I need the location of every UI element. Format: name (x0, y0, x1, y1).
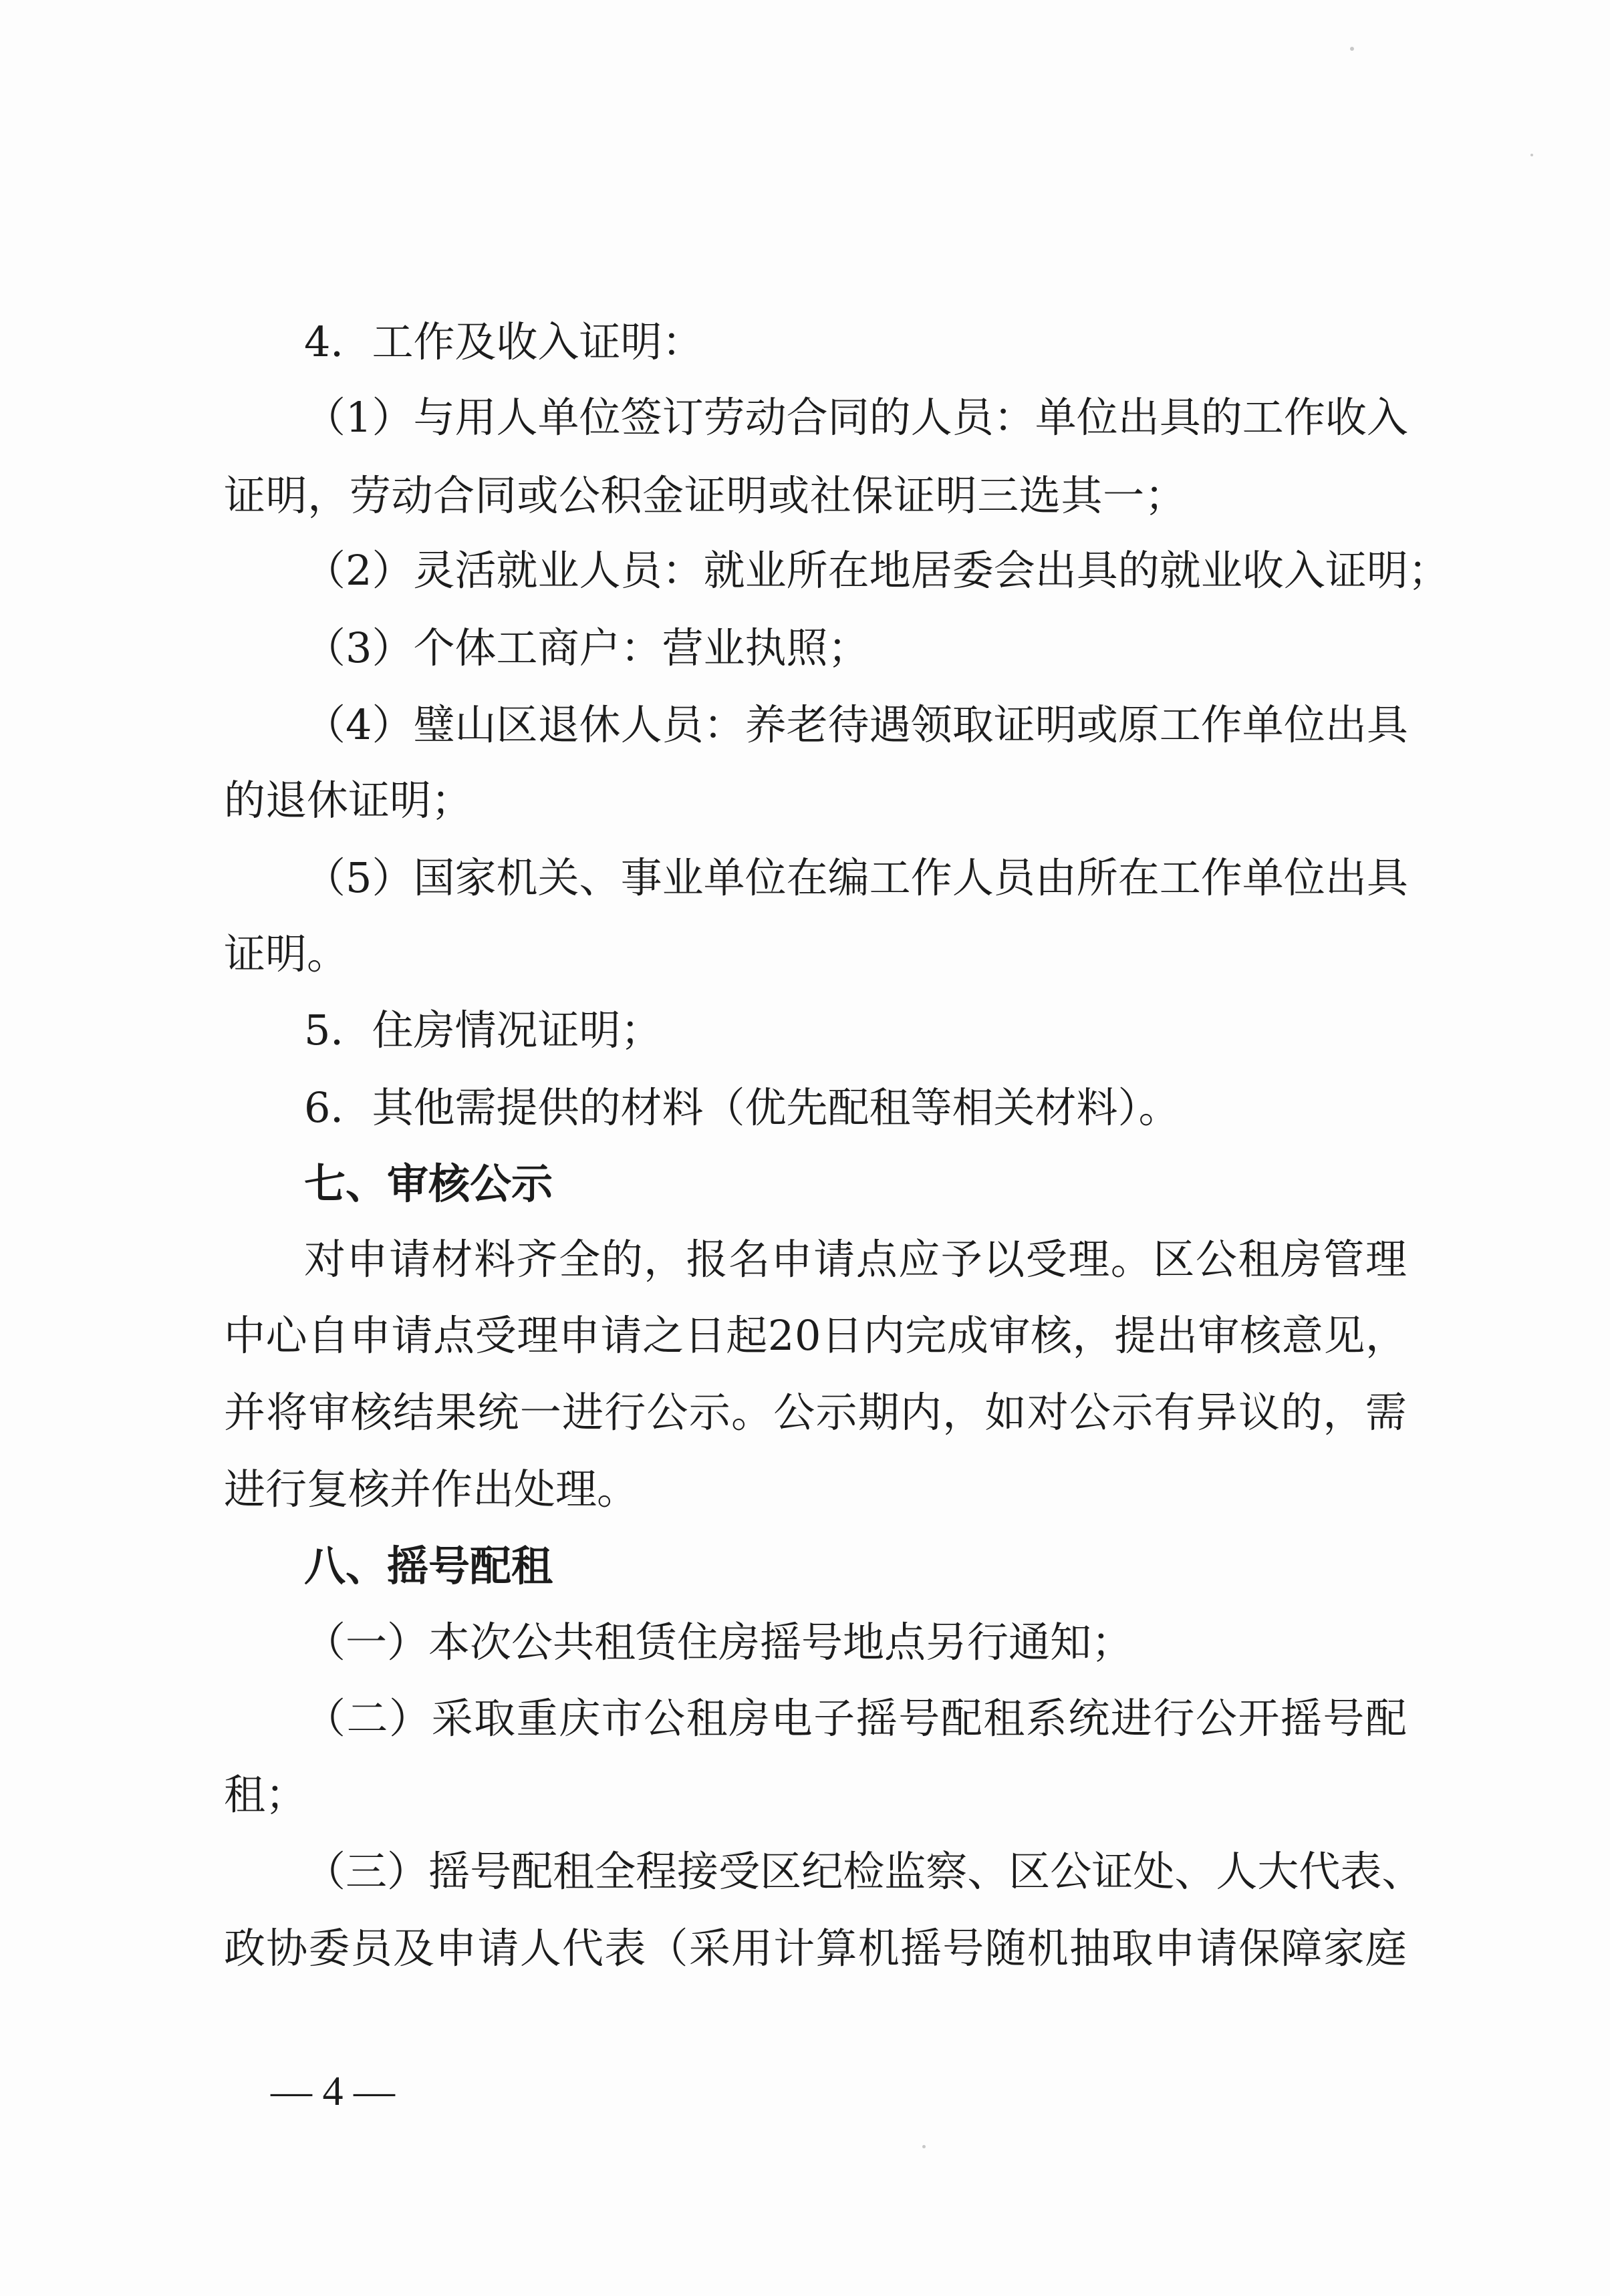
paragraph-review-line-2: 中 心 自 申 请 点 受 理 申 请 之 日 起 2 0 日 内 完 成 审 核 ， 提 出 审 核 意 见 ， (224, 1311, 1407, 1360)
page-number: — 4 — (271, 2069, 395, 2114)
section-heading-review: 七、审核公示 (304, 1159, 553, 1208)
item-lottery-system-cont: 租； (224, 1770, 307, 1819)
item-flexible-employment-proof: （ 2 ） 灵 活 就 业 人 员 ： 就 业 所 在 地 居 委 会 出 具 的 就 业 收 入 证 明 ； (304, 546, 1450, 595)
paragraph-review-line-1: 对 申 请 材 料 齐 全 的 ， 报 名 申 请 点 应 予 以 受 理 。 区 公 租 房 管 理 (304, 1235, 1407, 1284)
item-lottery-location: （一）本次公共租赁住房摇号地点另行通知； (304, 1618, 1133, 1667)
item-civil-servant-proof-cont: 证明。 (224, 929, 349, 978)
item-other-materials: 6．其他需提供的材料（优先配租等相关材料）。 (304, 1083, 1180, 1132)
item-labor-contract-proof: （ 1 ） 与 用 人 单 位 签 订 劳 动 合 同 的 人 员 ： 单 位 出 具 的 工 作 收 入 (304, 393, 1408, 442)
item-labor-contract-proof-cont: 证 明 ， 劳 动 合 同 或 公 积 金 证 明 或 社 保 证 明 三 选 其 一 ； (224, 471, 1186, 520)
paragraph-review-line-3: 并 将 审 核 结 果 统 一 进 行 公 示 。 公 示 期 内 ， 如 对 公 示 有 异 议 的 ， 需 (224, 1388, 1407, 1437)
item-lottery-supervision: （ 三 ） 摇 号 配 租 全 程 接 受 区 纪 检 监 察 、 区 公 证 处 、 人 大 代 表 、 (304, 1847, 1424, 1896)
item-individual-business-proof: （3）个体工商户：营业执照； (304, 623, 869, 672)
scan-speck (922, 2145, 926, 2148)
item-lottery-system: （ 二 ） 采 取 重 庆 市 公 租 房 电 子 摇 号 配 租 系 统 进 行 公 开 摇 号 配 (304, 1694, 1407, 1743)
scan-speck (1350, 47, 1354, 51)
item-retiree-proof: （ 4 ） 璧 山 区 退 休 人 员 ： 养 老 待 遇 领 取 证 明 或 原 工 作 单 位 出 具 (304, 700, 1408, 749)
item-housing-proof: 5．住房情况证明； (304, 1006, 662, 1054)
paragraph-review-line-4: 进行复核并作出处理。 (224, 1465, 639, 1514)
item-civil-servant-proof: （ 5 ） 国 家 机 关 、 事 业 单 位 在 编 工 作 人 员 由 所 在 工 作 单 位 出 具 (304, 853, 1408, 902)
item-work-income-proof: 4．工作及收入证明： (304, 317, 704, 366)
item-retiree-proof-cont: 的退休证明； (224, 776, 473, 825)
item-lottery-supervision-cont: 政 协 委 员 及 申 请 人 代 表 （ 采 用 计 算 机 摇 号 随 机 抽 取 申 请 保 障 家 庭 (224, 1924, 1407, 1973)
section-heading-lottery: 八、摇号配租 (304, 1542, 553, 1590)
scan-speck (1530, 154, 1533, 156)
